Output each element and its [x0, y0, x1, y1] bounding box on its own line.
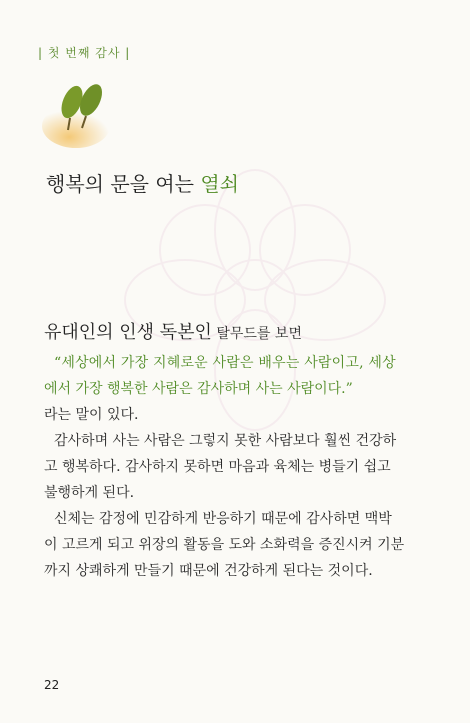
paragraph-line: 불행하게 된다.	[44, 485, 135, 501]
page-number: 22	[44, 678, 60, 692]
leaves-icon	[42, 68, 132, 148]
paragraph-line: 고 행복하다. 감사하지 못하면 마음과 육체는 병들기 쉽고	[44, 459, 391, 475]
paragraph-line: 신체는 감정에 민감하게 반응하기 때문에 감사하면 맥박	[54, 511, 392, 527]
quote-line: 에서 가장 행복한 사람은 감사하며 사는 사람이다.”	[44, 381, 353, 397]
paragraph-2	[44, 506, 444, 584]
page-title	[46, 168, 239, 197]
title-accent: 열쇠	[200, 172, 239, 196]
paragraph-line: 감사하며 사는 사람은 그렇지 못한 사람보다 훨씬 건강하	[54, 433, 397, 449]
after-quote-line: 라는 말이 있다.	[44, 407, 139, 423]
paragraph-line: 까지 상쾌하게 만들기 때문에 건강하게 된다는 것이다.	[44, 563, 373, 579]
lead-emphasis: 유대인의 인생 독본인	[44, 322, 212, 343]
body-text	[44, 318, 444, 584]
quote-line: “세상에서 가장 지혜로운 사람은 배우는 사람이고, 세상	[54, 355, 396, 371]
chapter-tag: | 첫 번째 감사 |	[38, 46, 131, 60]
after-quote	[44, 402, 444, 428]
paragraph-line: 이 고르게 되고 위장의 활동을 도와 소화력을 증진시켜 기분	[44, 537, 405, 553]
lead-rest: 탈무드를 보면	[211, 326, 302, 342]
talmud-quote	[44, 350, 444, 402]
paragraph-1	[44, 428, 444, 506]
lead-sentence	[44, 318, 444, 344]
title-main: 행복의 문을 여는	[46, 172, 201, 196]
